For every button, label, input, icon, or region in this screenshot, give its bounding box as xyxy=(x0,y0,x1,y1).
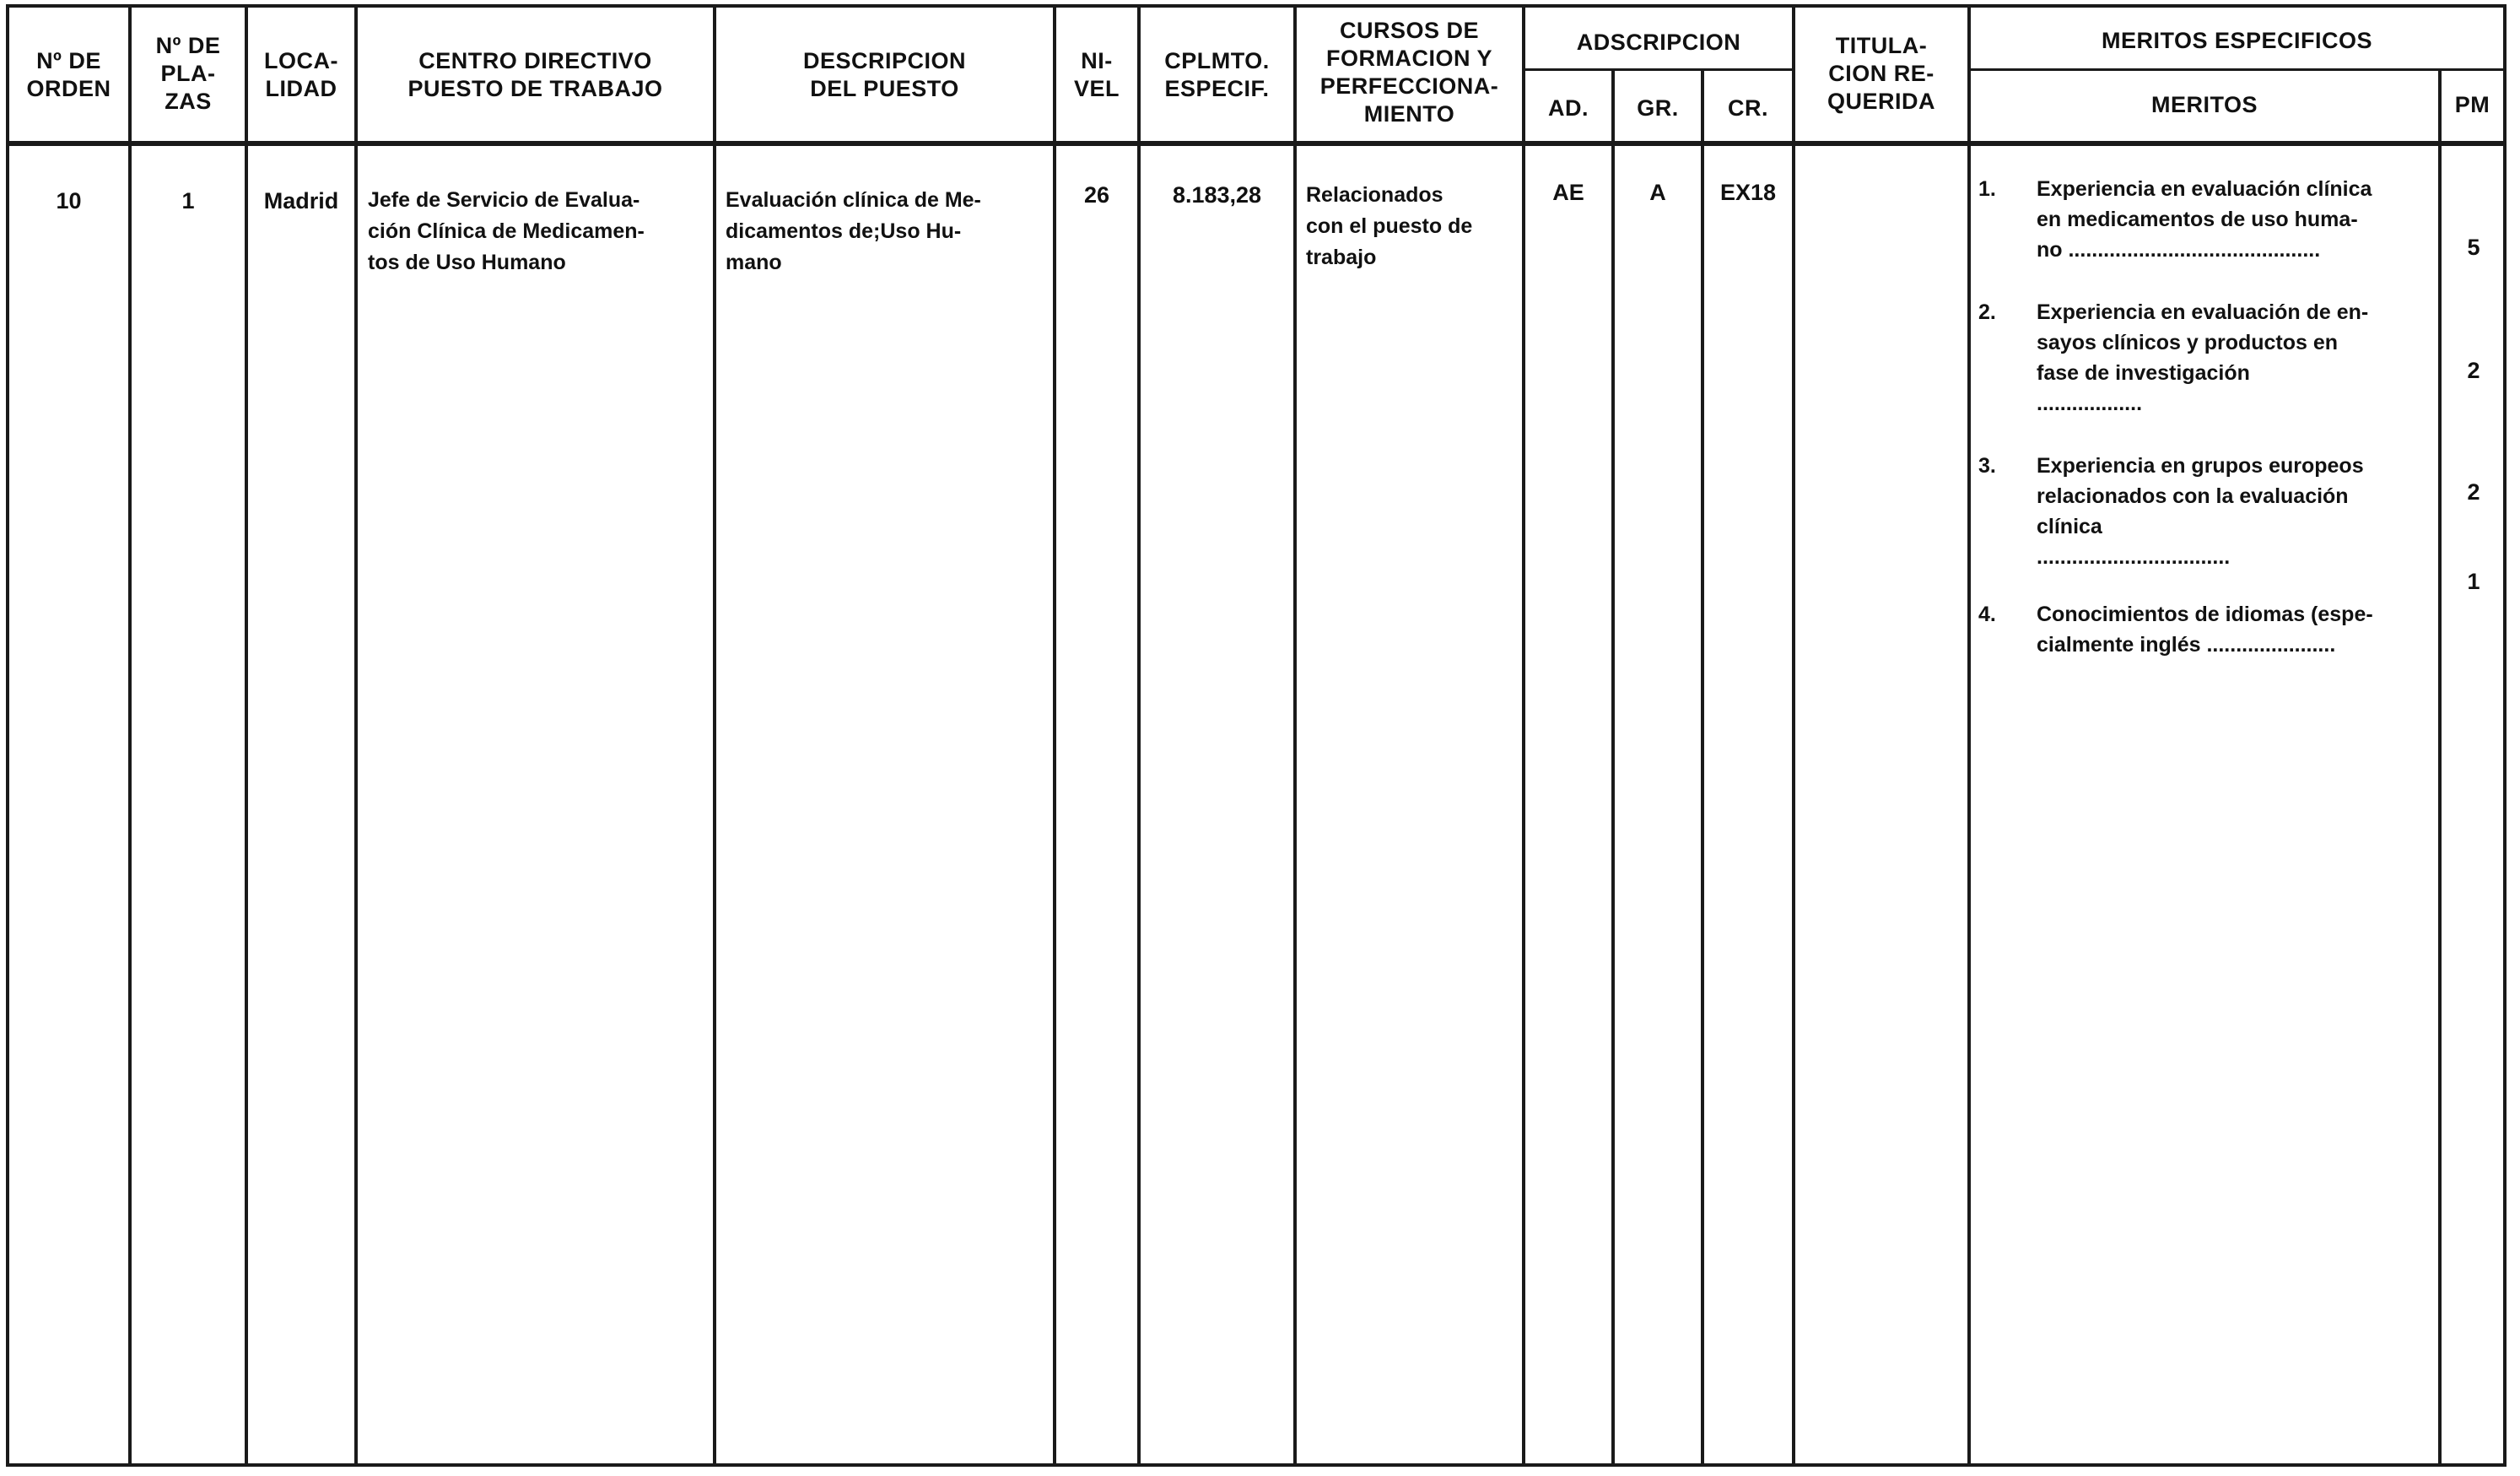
cell-orden: 10 xyxy=(56,188,82,214)
merit-text: Experiencia en evaluación clínica en medicamentos de uso huma- no ........................................... xyxy=(2037,177,2372,262)
column-divider xyxy=(1522,4,1525,1467)
header-adscripcion: ADSCRIPCION xyxy=(1576,30,1741,55)
header-titulacion: TITULA- CION RE- QUERIDA xyxy=(1827,33,1935,114)
merit-text: Experiencia en grupos europeos relacionados con la evaluación clínica ................................. xyxy=(2037,454,2364,569)
cell-cplmto: 8.183,28 xyxy=(1172,182,1262,208)
column-divider xyxy=(1792,4,1795,1467)
merit-text: Experiencia en evaluación de en- sayos clínicos y productos en fase de investigación .................. xyxy=(2037,300,2369,415)
header-pm: PM xyxy=(2454,92,2490,117)
merit-number: 3. xyxy=(1978,454,1996,478)
column-divider xyxy=(1701,71,1704,1467)
cell-plazas: 1 xyxy=(181,188,195,214)
header-orden: Nº DE ORDEN xyxy=(26,48,111,101)
pm-value: 5 xyxy=(2467,235,2480,260)
pm-value: 2 xyxy=(2467,479,2480,505)
header-cursos: CURSOS DE FORMACION Y PERFECCIONA- MIENTO xyxy=(1319,18,1499,127)
header-meritos: MERITOS xyxy=(2150,92,2258,117)
header-ad: AD. xyxy=(1548,95,1589,121)
cell-ad: AE xyxy=(1552,180,1584,205)
column-divider xyxy=(1053,4,1056,1467)
cell-descripcion: Evaluación clínica de Me- dicamentos de;Uso Hu- mano xyxy=(726,188,981,274)
merit-number: 2. xyxy=(1978,300,1996,324)
column-divider xyxy=(1293,4,1297,1467)
table-border-right xyxy=(2503,4,2507,1467)
header-localidad: LOCA- LIDAD xyxy=(264,48,338,101)
cell-nivel: 26 xyxy=(1083,182,1110,208)
header-nivel: NI- VEL xyxy=(1073,48,1120,101)
column-divider xyxy=(2438,71,2442,1467)
header-cr: CR. xyxy=(1728,95,1768,121)
cell-cursos: Relacionados con el puesto de trabajo xyxy=(1306,183,1473,269)
cell-centro: Jefe de Servicio de Evalua- ción Clínica de Medicamen- tos de Uso Humano xyxy=(368,188,645,274)
column-divider xyxy=(1137,4,1141,1467)
column-divider xyxy=(1611,71,1615,1467)
header-rule xyxy=(6,141,2507,146)
header-descripcion: DESCRIPCION DEL PUESTO xyxy=(802,48,967,101)
merit-text: Conocimientos de idiomas (espe- cialmente inglés ...................... xyxy=(2037,603,2373,657)
table-border-left xyxy=(6,4,9,1467)
cell-gr: A xyxy=(1649,180,1666,205)
column-divider xyxy=(128,4,132,1467)
column-divider xyxy=(713,4,716,1467)
cell-localidad: Madrid xyxy=(263,188,339,214)
header-centro: CENTRO DIRECTIVO PUESTO DE TRABAJO xyxy=(407,48,663,101)
subheader-rule-meritos xyxy=(1967,68,2507,71)
header-gr: GR. xyxy=(1637,95,1679,121)
column-divider xyxy=(1967,4,1971,1467)
pm-value: 2 xyxy=(2467,358,2480,383)
pm-value: 1 xyxy=(2467,569,2480,594)
merit-number: 4. xyxy=(1978,603,1996,626)
table-border-top xyxy=(6,4,2507,8)
header-plazas: Nº DE PLA- ZAS xyxy=(155,33,221,114)
column-divider xyxy=(245,4,248,1467)
subheader-rule-adscripcion xyxy=(1522,68,1792,71)
merit-number: 1. xyxy=(1978,177,1996,201)
cell-cr: EX18 xyxy=(1719,180,1777,205)
header-cplmto: CPLMTO. ESPECIF. xyxy=(1164,48,1270,101)
header-meritos-especificos: MERITOS ESPECIFICOS xyxy=(2101,28,2373,53)
column-divider xyxy=(354,4,358,1467)
table-border-bottom xyxy=(6,1463,2507,1467)
